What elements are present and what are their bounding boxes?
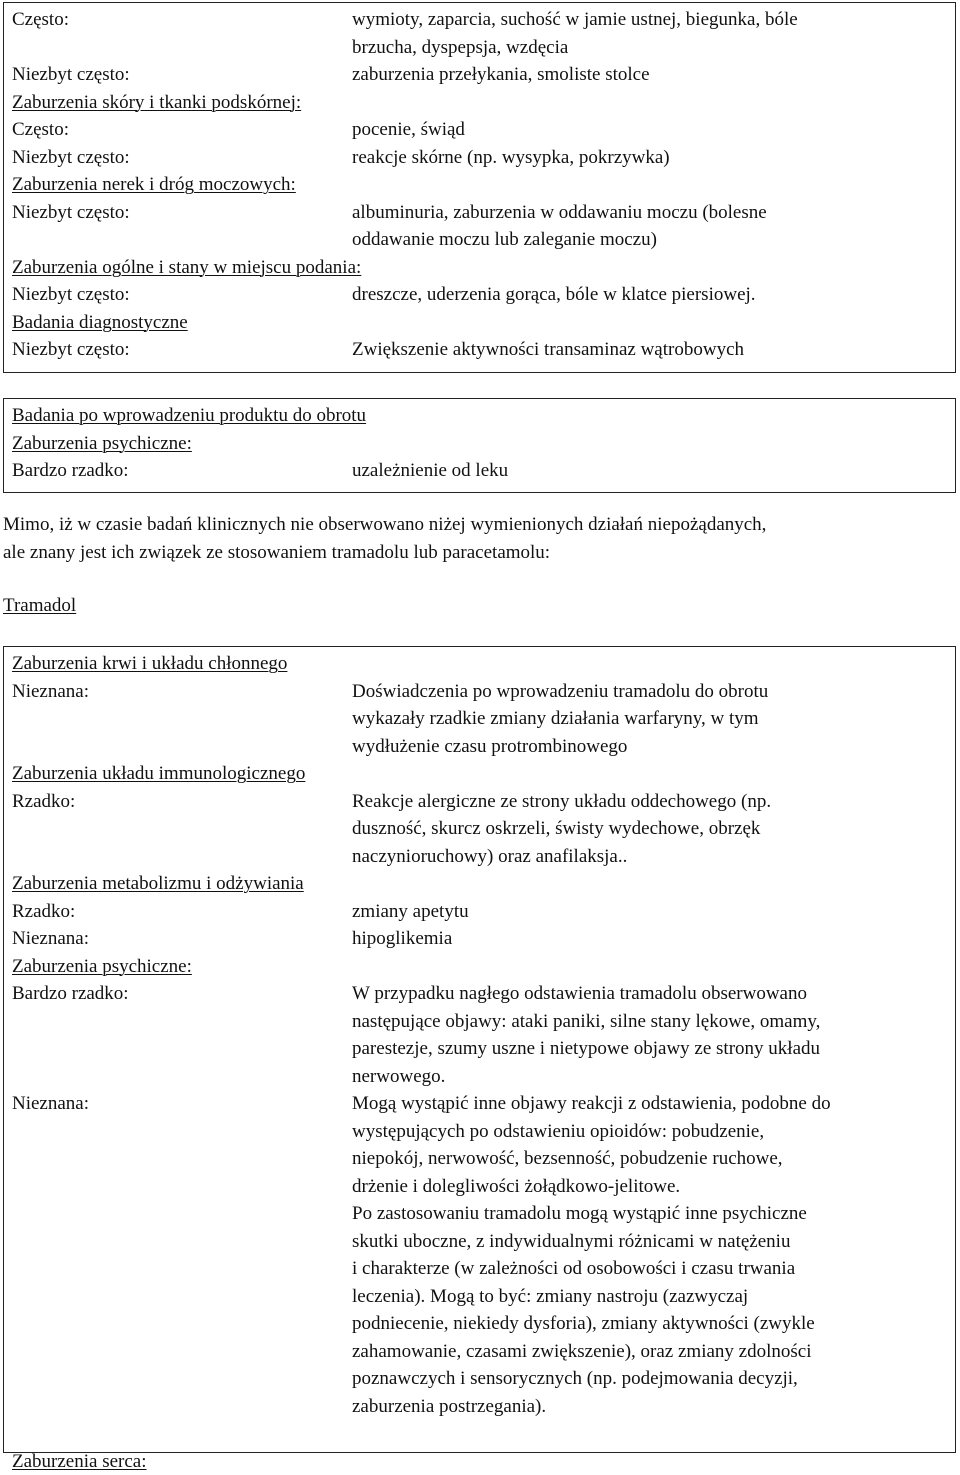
- frequency-row: [12, 980, 955, 1008]
- adverse-effects-table-1: [3, 2, 956, 373]
- frequency-label: Rzadko:: [12, 898, 352, 926]
- post-marketing-table: [3, 398, 956, 493]
- frequency-row: [12, 678, 955, 706]
- frequency-row: [12, 1228, 955, 1256]
- frequency-row: [12, 1393, 955, 1421]
- effect-description: zahamowanie, czasami zwiększenie), oraz zmiany zdolności: [352, 1338, 942, 1366]
- intro-paragraph: [3, 511, 948, 566]
- frequency-label: [12, 226, 352, 254]
- frequency-row: [12, 34, 955, 62]
- effect-description: W przypadku nagłego odstawienia tramadolu obserwowano: [352, 980, 942, 1008]
- frequency-row: [12, 1200, 955, 1228]
- section-title-tramadol: [3, 592, 948, 620]
- frequency-row: [12, 281, 955, 309]
- frequency-label: [12, 1035, 352, 1063]
- category-header: Zaburzenia nerek i dróg moczowych:: [12, 171, 296, 199]
- category-header: Zaburzenia krwi i układu chłonnego: [12, 650, 287, 678]
- frequency-row: [12, 705, 955, 733]
- frequency-label: [12, 1365, 352, 1393]
- frequency-row: [12, 1118, 955, 1146]
- frequency-label: [12, 34, 352, 62]
- frequency-label: [12, 815, 352, 843]
- category-header: Zaburzenia skóry i tkanki podskórnej:: [12, 89, 301, 117]
- effect-description: naczynioruchowy) oraz anafilaksja..: [352, 843, 942, 871]
- frequency-row: [12, 116, 955, 144]
- frequency-row: [12, 1365, 955, 1393]
- frequency-row: [12, 788, 955, 816]
- frequency-row: [12, 815, 955, 843]
- effect-description: poznawczych i sensorycznych (np. podejmowania decyzji,: [352, 1365, 942, 1393]
- frequency-row: [12, 843, 955, 871]
- frequency-row: [12, 1145, 955, 1173]
- category-header-row: [12, 870, 955, 898]
- effect-description: nerwowego.: [352, 1063, 942, 1091]
- category-header-row: [12, 402, 955, 430]
- frequency-label: Rzadko:: [12, 788, 352, 816]
- frequency-row: [12, 6, 955, 34]
- effect-description: zmiany apetytu: [352, 898, 942, 926]
- frequency-row: [12, 898, 955, 926]
- frequency-label: [12, 1063, 352, 1091]
- effect-description: wydłużenie czasu protrombinowego: [352, 733, 942, 761]
- frequency-label: Niezbyt często:: [12, 61, 352, 89]
- frequency-row: [12, 1008, 955, 1036]
- frequency-row: [12, 457, 955, 485]
- frequency-row: [12, 1035, 955, 1063]
- frequency-label: Często:: [12, 6, 352, 34]
- effect-description: uzależnienie od leku: [352, 457, 942, 485]
- frequency-label: [12, 733, 352, 761]
- frequency-label: [12, 705, 352, 733]
- category-header: Zaburzenia serca:: [12, 1448, 147, 1475]
- frequency-label: Niezbyt często:: [12, 336, 352, 364]
- effect-description: reakcje skórne (np. wysypka, pokrzywka): [352, 144, 942, 172]
- frequency-label: [12, 1393, 352, 1421]
- frequency-label: [12, 1228, 352, 1256]
- frequency-row: [12, 1063, 955, 1091]
- frequency-row: [12, 144, 955, 172]
- frequency-label: Nieznana:: [12, 1090, 352, 1118]
- frequency-row: [12, 1420, 955, 1448]
- frequency-label: [12, 1118, 352, 1146]
- effect-description: duszność, skurcz oskrzeli, świsty wydechowe, obrzęk: [352, 815, 942, 843]
- effect-description: wykazały rzadkie zmiany działania warfaryny, w tym: [352, 705, 942, 733]
- frequency-label: [12, 1310, 352, 1338]
- category-header: Badania diagnostyczne: [12, 309, 188, 337]
- frequency-label: [12, 843, 352, 871]
- category-header-row: [12, 430, 955, 458]
- frequency-label: [12, 1200, 352, 1228]
- effect-description: zaburzenia postrzegania).: [352, 1393, 942, 1421]
- category-header: Zaburzenia psychiczne:: [12, 430, 192, 458]
- effect-description: Zwiększenie aktywności transaminaz wątrobowych: [352, 336, 942, 364]
- effect-description: podniecenie, niekiedy dysforia), zmiany aktywności (zwykle: [352, 1310, 942, 1338]
- effect-description: skutki uboczne, z indywidualnymi różnicami w natężeniu: [352, 1228, 942, 1256]
- frequency-row: [12, 61, 955, 89]
- category-header: Zaburzenia psychiczne:: [12, 953, 192, 981]
- category-header-row: [12, 650, 955, 678]
- frequency-row: [12, 1173, 955, 1201]
- effect-description: Po zastosowaniu tramadolu mogą wystąpić inne psychiczne: [352, 1200, 942, 1228]
- category-header-row: [12, 953, 955, 981]
- frequency-label: Niezbyt często:: [12, 144, 352, 172]
- effect-description: niepokój, nerwowość, bezsenność, pobudzenie ruchowe,: [352, 1145, 942, 1173]
- effect-description: i charakterze (w zależności od osobowości i czasu trwania: [352, 1255, 942, 1283]
- frequency-label: Bardzo rzadko:: [12, 457, 352, 485]
- frequency-label: Niezbyt często:: [12, 281, 352, 309]
- frequency-row: [12, 1338, 955, 1366]
- frequency-label: [12, 1255, 352, 1283]
- effect-description: pocenie, świąd: [352, 116, 942, 144]
- frequency-row: [12, 1090, 955, 1118]
- frequency-row: [12, 1255, 955, 1283]
- effect-description: dreszcze, uderzenia gorąca, bóle w klatce piersiowej.: [352, 281, 942, 309]
- frequency-label: Niezbyt często:: [12, 199, 352, 227]
- intro-line-1: Mimo, iż w czasie badań klinicznych nie obserwowano niżej wymienionych działań niepożądanych,: [3, 511, 948, 539]
- category-header: Zaburzenia ogólne i stany w miejscu podania:: [12, 254, 361, 282]
- category-header-row: [12, 89, 955, 117]
- effect-description: występujących po odstawieniu opioidów: pobudzenie,: [352, 1118, 942, 1146]
- frequency-row: [12, 733, 955, 761]
- tramadol-heading: Tramadol: [3, 595, 76, 616]
- frequency-label: [12, 1338, 352, 1366]
- effect-description: brzucha, dyspepsja, wzdęcia: [352, 34, 942, 62]
- frequency-label: [12, 1283, 352, 1311]
- effect-description: [352, 1420, 942, 1448]
- frequency-label: [12, 1145, 352, 1173]
- effect-description: oddawanie moczu lub zaleganie moczu): [352, 226, 942, 254]
- category-header-row: [12, 1448, 955, 1475]
- category-header: Zaburzenia metabolizmu i odżywiania: [12, 870, 304, 898]
- effect-description: zaburzenia przełykania, smoliste stolce: [352, 61, 942, 89]
- effect-description: leczenia). Mogą to być: zmiany nastroju (zazwyczaj: [352, 1283, 942, 1311]
- frequency-label: Bardzo rzadko:: [12, 980, 352, 1008]
- category-header-row: [12, 309, 955, 337]
- effect-description: albuminuria, zaburzenia w oddawaniu moczu (bolesne: [352, 199, 942, 227]
- frequency-row: [12, 336, 955, 364]
- frequency-row: [12, 199, 955, 227]
- tramadol-effects-table: [3, 646, 956, 1453]
- effect-description: Mogą wystąpić inne objawy reakcji z odstawienia, podobne do: [352, 1090, 942, 1118]
- frequency-row: [12, 1310, 955, 1338]
- category-header: Badania po wprowadzeniu produktu do obrotu: [12, 402, 366, 430]
- frequency-label: Nieznana:: [12, 678, 352, 706]
- frequency-row: [12, 925, 955, 953]
- frequency-label: [12, 1173, 352, 1201]
- category-header-row: [12, 254, 955, 282]
- effect-description: drżenie i dolegliwości żołądkowo-jelitowe.: [352, 1173, 942, 1201]
- category-header-row: [12, 760, 955, 788]
- intro-line-2: ale znany jest ich związek ze stosowaniem tramadolu lub paracetamolu:: [3, 539, 948, 567]
- category-header: Zaburzenia układu immunologicznego: [12, 760, 305, 788]
- frequency-row: [12, 1283, 955, 1311]
- effect-description: Reakcje alergiczne ze strony układu oddechowego (np.: [352, 788, 942, 816]
- frequency-label: Często:: [12, 116, 352, 144]
- effect-description: wymioty, zaparcia, suchość w jamie ustnej, biegunka, bóle: [352, 6, 942, 34]
- frequency-label: [12, 1420, 352, 1448]
- frequency-row: [12, 226, 955, 254]
- effect-description: Doświadczenia po wprowadzeniu tramadolu do obrotu: [352, 678, 942, 706]
- effect-description: hipoglikemia: [352, 925, 942, 953]
- frequency-label: [12, 1008, 352, 1036]
- frequency-label: Nieznana:: [12, 925, 352, 953]
- effect-description: parestezje, szumy uszne i nietypowe objawy ze strony układu: [352, 1035, 942, 1063]
- effect-description: następujące objawy: ataki paniki, silne stany lękowe, omamy,: [352, 1008, 942, 1036]
- category-header-row: [12, 171, 955, 199]
